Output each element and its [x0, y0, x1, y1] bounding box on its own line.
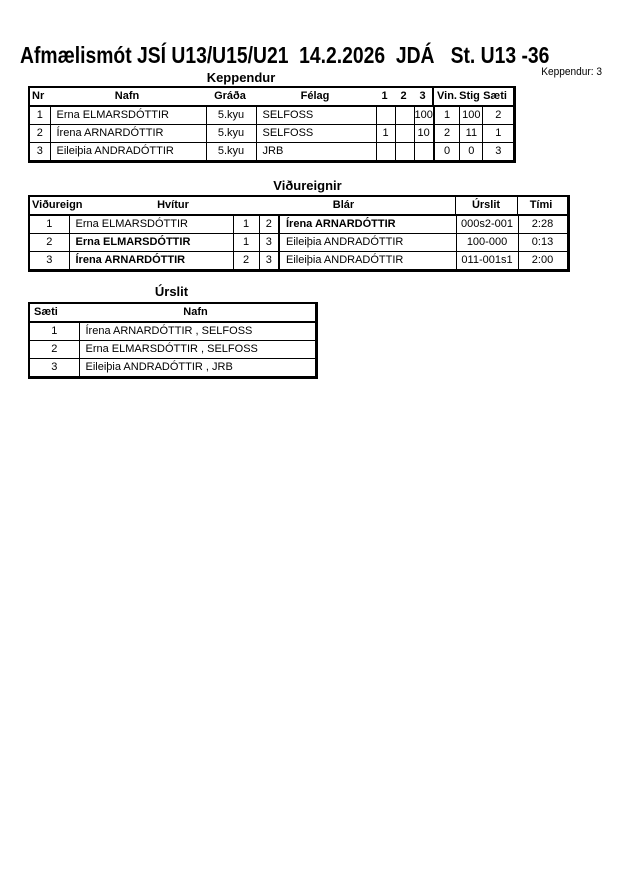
cell-nr: 2 — [29, 125, 50, 143]
col-timi: Tími — [529, 199, 553, 211]
table-row — [29, 322, 316, 341]
cell-vin: 2 — [434, 125, 460, 143]
col-saeti: Sæti — [483, 90, 507, 102]
cell-nafn: Erna ELMARSDÓTTIR — [50, 106, 206, 125]
header-row — [29, 303, 316, 322]
header-row — [29, 196, 568, 215]
cell-score-3: 10 — [414, 125, 434, 143]
cell-stig: 100 — [460, 106, 483, 125]
cell-white-name: Erna ELMARSDÓTTIR — [69, 234, 233, 252]
col-hvitur: Hvítur — [157, 199, 189, 211]
cell-saeti: 2 — [483, 106, 515, 125]
cell-match-nr: 1 — [29, 215, 69, 234]
competitors-header — [29, 87, 515, 106]
table-row — [29, 215, 568, 234]
col-2: 2 — [400, 90, 407, 102]
cell-score-2 — [395, 143, 414, 162]
cell-nafn: Eileiþia ANDRADÓTTIR — [50, 143, 206, 162]
cell-score-1 — [376, 106, 395, 125]
cell-vin: 1 — [434, 106, 460, 125]
cell-score-3 — [414, 143, 434, 162]
cell-stig: 0 — [460, 143, 483, 162]
cell-nr: 1 — [29, 106, 50, 125]
col-nr: Nr — [32, 90, 45, 102]
col-stig: Stig — [459, 90, 480, 102]
cell-vin: 0 — [434, 143, 460, 162]
col-blar: Blár — [332, 199, 355, 211]
keppendur-caption: Keppendur — [206, 70, 276, 85]
cell-blue-name: Eileiþia ANDRADÓTTIR — [279, 234, 456, 252]
cell-nr: 3 — [29, 143, 50, 162]
cell-result: 100-000 — [456, 234, 518, 252]
cell-saeti: 1 — [483, 125, 515, 143]
cell-place: 2 — [29, 341, 79, 359]
standings-header — [29, 303, 316, 322]
table-row — [29, 359, 316, 378]
competitor-count-label: Keppendur: 3 — [541, 66, 602, 78]
col-urslit: Úrslit — [471, 199, 501, 211]
cell-felag: JRB — [256, 143, 376, 162]
cell-time: 2:00 — [518, 252, 568, 271]
table-row — [29, 106, 515, 125]
table-row — [29, 341, 316, 359]
cell-saeti: 3 — [483, 143, 515, 162]
cell-blue-nr: 2 — [259, 215, 279, 234]
cell-white-nr: 2 — [233, 252, 259, 271]
cell-result: 000s2-001 — [456, 215, 518, 234]
col-nafn: Nafn — [183, 306, 208, 318]
cell-score-2 — [395, 106, 414, 125]
matches-table — [28, 195, 570, 272]
col-nafn: Nafn — [114, 90, 140, 102]
cell-match-nr: 3 — [29, 252, 69, 271]
cell-blue-name: Eileiþia ANDRADÓTTIR — [279, 252, 456, 271]
cell-felag: SELFOSS — [256, 125, 376, 143]
cell-score-1: 1 — [376, 125, 395, 143]
matches-header — [29, 196, 568, 215]
cell-result: 011-001s1 — [456, 252, 518, 271]
cell-blue-nr: 3 — [259, 252, 279, 271]
cell-grada: 5.kyu — [206, 143, 256, 162]
cell-stig: 11 — [460, 125, 483, 143]
col-vin: Vin. — [437, 90, 457, 102]
cell-nafn: Írena ARNARDÓTTIR — [50, 125, 206, 143]
vidureignir-caption: Viðureignir — [273, 178, 342, 193]
cell-white-nr: 1 — [233, 234, 259, 252]
col-saeti: Sæti — [34, 306, 58, 318]
cell-white-name: Erna ELMARSDÓTTIR — [69, 215, 233, 234]
table-row — [29, 252, 568, 271]
cell-score-3: 100 — [414, 106, 434, 125]
cell-name-club: Írena ARNARDÓTTIR , SELFOSS — [79, 322, 316, 341]
cell-time: 0:13 — [518, 234, 568, 252]
col-grada: Gráða — [214, 90, 246, 102]
cell-blue-nr: 3 — [259, 234, 279, 252]
table-row — [29, 234, 568, 252]
final-standings-table — [28, 302, 318, 379]
cell-match-nr: 2 — [29, 234, 69, 252]
col-1: 1 — [381, 90, 388, 102]
col-3: 3 — [419, 90, 426, 102]
urslit-caption: Úrslit — [154, 284, 189, 299]
cell-white-nr: 1 — [233, 215, 259, 234]
cell-score-2 — [395, 125, 414, 143]
header-row — [29, 87, 515, 106]
cell-grada: 5.kyu — [206, 106, 256, 125]
col-felag: Félag — [300, 90, 330, 102]
cell-place: 1 — [29, 322, 79, 341]
cell-blue-name: Írena ARNARDÓTTIR — [279, 215, 456, 234]
table-row — [29, 125, 515, 143]
cell-time: 2:28 — [518, 215, 568, 234]
page-title: Afmælismót JSÍ U13/U15/U21 14.2.2026 JDÁ St. U13 -36 — [20, 42, 550, 68]
cell-score-1 — [376, 143, 395, 162]
cell-felag: SELFOSS — [256, 106, 376, 125]
cell-name-club: Erna ELMARSDÓTTIR , SELFOSS — [79, 341, 316, 359]
cell-name-club: Eileiþia ANDRADÓTTIR , JRB — [79, 359, 316, 378]
cell-white-name: Írena ARNARDÓTTIR — [69, 252, 233, 271]
competitors-table — [28, 86, 516, 163]
cell-grada: 5.kyu — [206, 125, 256, 143]
col-vidureign: Viðureign — [32, 199, 83, 211]
table-row — [29, 143, 515, 162]
cell-place: 3 — [29, 359, 79, 378]
